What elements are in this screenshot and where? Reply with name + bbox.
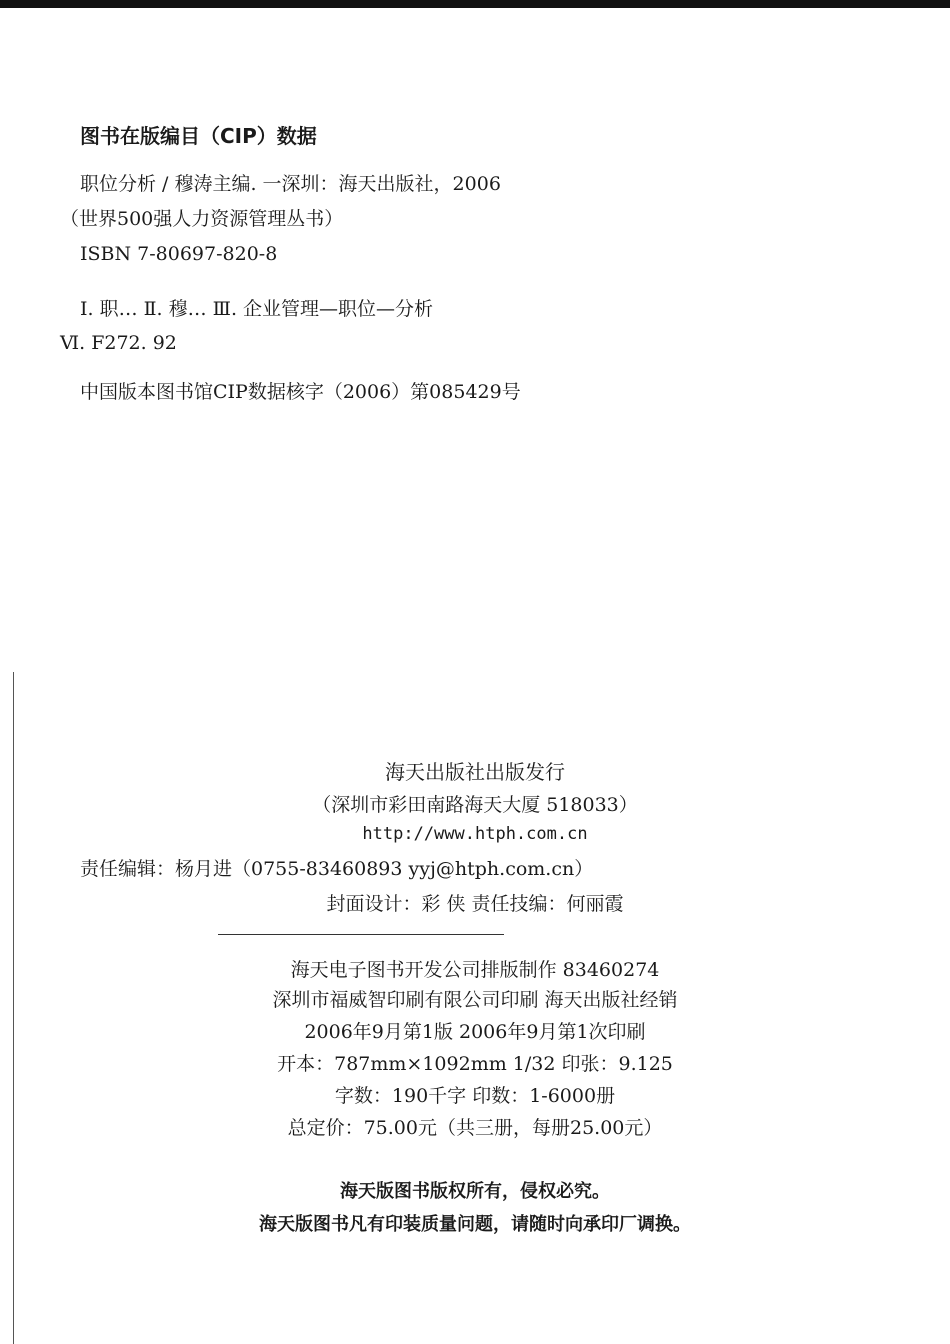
- cip-series-line: （世界500强人力资源管理丛书）: [60, 208, 344, 230]
- cip-subject-line: Ⅰ. 职… Ⅱ. 穆… Ⅲ. 企业管理—职位—分析: [80, 298, 434, 320]
- top-border-rule: [0, 0, 950, 8]
- copyright-notice: 海天版图书版权所有，侵权必究。: [340, 1181, 610, 1202]
- typesetting-line: 海天电子图书开发公司排版制作 83460274: [290, 959, 660, 981]
- count-line: 字数：190千字 印数：1-6000册: [334, 1085, 616, 1107]
- cip-classification-line: Ⅵ. F272. 92: [60, 332, 177, 354]
- address-line: （深圳市彩田南路海天大厦 518033）: [312, 794, 638, 816]
- quality-notice: 海天版图书凡有印装质量问题，请随时向承印厂调换。: [259, 1214, 691, 1235]
- section-divider: [218, 934, 504, 935]
- cip-title-line: 职位分析 / 穆涛主编. 一深圳：海天出版社，2006: [80, 173, 501, 195]
- edition-line: 2006年9月第1版 2006年9月第1次印刷: [304, 1021, 646, 1043]
- cip-record-line: 中国版本图书馆CIP数据核字（2006）第085429号: [80, 381, 521, 403]
- publisher-line: 海天出版社出版发行: [385, 760, 565, 784]
- printing-line: 深圳市福威智印刷有限公司印刷 海天出版社经销: [272, 989, 678, 1011]
- cip-heading: 图书在版编目（CIP）数据: [80, 124, 317, 148]
- price-line: 总定价：75.00元（共三册，每册25.00元）: [287, 1117, 663, 1139]
- cip-isbn-line: ISBN 7-80697-820-8: [80, 243, 278, 265]
- website-url: http://www.htph.com.cn: [362, 824, 588, 844]
- editor-line: 责任编辑：杨月进（0755-83460893 yyj@htph.com.cn）: [80, 858, 594, 880]
- format-line: 开本：787mm×1092mm 1/32 印张：9.125: [277, 1053, 673, 1075]
- design-line: 封面设计：彩 侠 责任技编：何丽霞: [326, 893, 624, 915]
